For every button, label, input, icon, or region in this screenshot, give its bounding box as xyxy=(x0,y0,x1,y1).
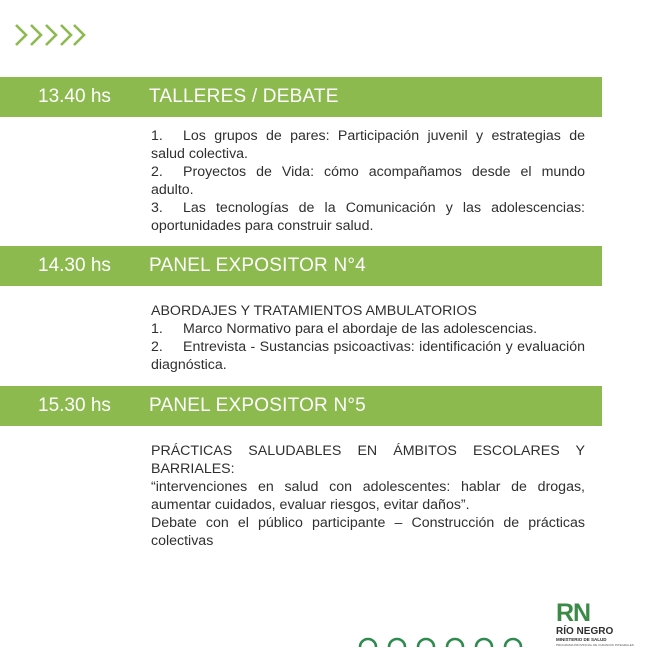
list-item: 2. Entrevista - Sustancias psicoactivas: identificación y evaluación diagnóstica. xyxy=(151,339,585,373)
section-heading: PRÁCTICAS SALUDABLES EN ÁMBITOS ESCOLARES Y BARRIALES: xyxy=(151,443,585,477)
list-item: 1. Marco Normativo para el abordaje de las adolescencias. xyxy=(151,321,538,337)
logo-program: PROGRAMA PROVINCIAL DE CUIDADOS INTEGRALES xyxy=(556,643,634,647)
session-band-1 xyxy=(0,77,602,117)
closing-text: Debate con el público participante – Construcción de prácticas colectivas xyxy=(151,515,585,549)
session-3-content xyxy=(151,442,585,550)
logo-ministry: MINISTERIO DE SALUD xyxy=(556,637,607,642)
chevron-arrows-icon xyxy=(14,22,86,48)
session-title: PANEL EXPOSITOR N°5 xyxy=(149,395,366,416)
list-item: 3. Las tecnologías de la Comunicación y las adolescencias: oportunidades para construir salud. xyxy=(151,200,585,234)
session-1-content xyxy=(151,127,585,235)
list-item: 1. Los grupos de pares: Participación juvenil y estrategias de salud colectiva. xyxy=(151,128,585,162)
session-2-content xyxy=(151,302,585,374)
rio-negro-logo xyxy=(556,599,646,654)
session-time: 15.30 hs xyxy=(38,395,111,416)
session-title: PANEL EXPOSITOR N°4 xyxy=(149,255,366,276)
logo-letters: RN xyxy=(556,599,591,627)
session-band-3 xyxy=(0,386,602,426)
dots-row-icon xyxy=(357,633,527,649)
session-band-2 xyxy=(0,246,602,286)
session-title: TALLERES / DEBATE xyxy=(149,86,339,107)
section-heading: ABORDAJES Y TRATAMIENTOS AMBULATORIOS xyxy=(151,303,477,319)
session-time: 14.30 hs xyxy=(38,255,111,276)
list-item: 2. Proyectos de Vida: cómo acompañamos desde el mundo adulto. xyxy=(151,164,585,198)
session-time: 13.40 hs xyxy=(38,86,111,107)
quote-text: “intervenciones en salud con adolescentes: hablar de drogas, aumentar cuidados, evaluar riesgos, evitar daños”. xyxy=(151,479,585,513)
logo-province: RÍO NEGRO xyxy=(556,626,614,637)
